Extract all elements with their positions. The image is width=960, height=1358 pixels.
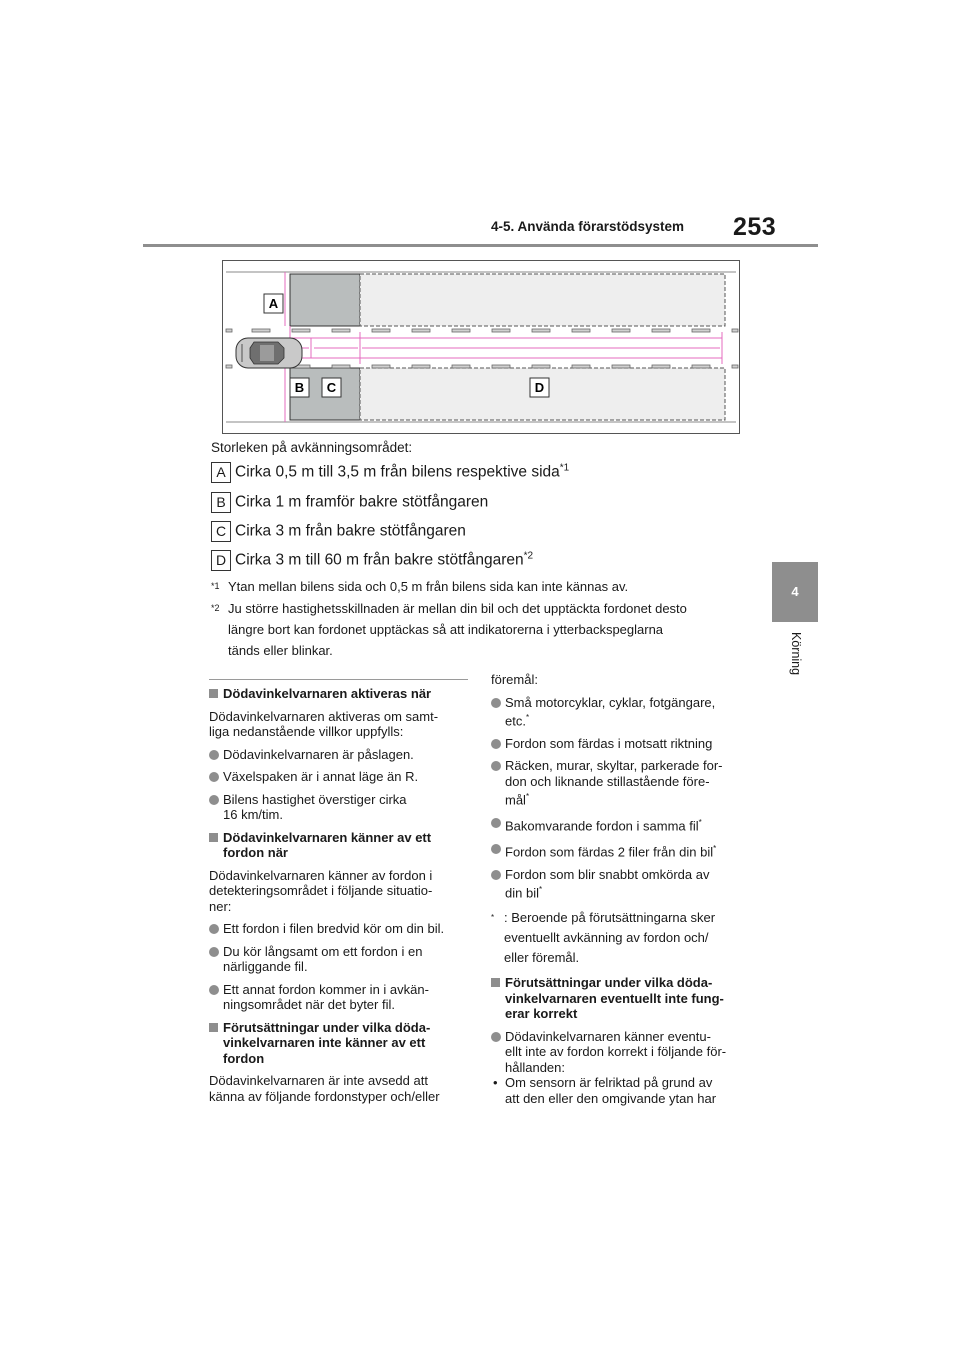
list-item: Fordon som blir snabbt omkörda av din bil* [491, 867, 753, 901]
list-item: Växelspaken är i annat läge än R. [209, 769, 471, 785]
section-title: 4-5. Använda förarstödsystem [491, 219, 685, 234]
legend-note: *2 [523, 550, 534, 562]
diagram-label-a: A [268, 296, 279, 311]
list-item: Räcken, murar, skyltar, parkerade for- don och liknande stillastående före- mål* [491, 758, 753, 808]
legend-text: Cirka 0,5 m till 3,5 m från bilens respektive sida [235, 463, 560, 481]
diagram-label-d: D [534, 380, 545, 395]
list-item: Fordon som färdas i motsatt riktning [491, 736, 753, 752]
legend-item-a [211, 462, 569, 486]
zone-upper-near [290, 274, 360, 326]
legend-item-c [211, 521, 466, 545]
section-heading: Förutsättningar under vilka döda- vinkelvarnaren inte känner av ett fordon [209, 1020, 471, 1067]
legend-text: Cirka 3 m till 60 m från bakre stötfångaren [235, 551, 524, 569]
chapter-tab: 4 [772, 562, 818, 622]
page-number: 253 [733, 213, 777, 241]
paragraph: Dödavinkelvarnaren känner av fordon i detekteringsområdet i följande situatio- ner: [209, 867, 433, 914]
chapter-label: Körning [789, 632, 803, 676]
footnote-2 [211, 598, 751, 661]
list-item: Bakomvarande fordon i samma fil* [491, 815, 753, 834]
diagram-label-b: B [294, 380, 305, 395]
list-item: • Om sensorn är felriktad på grund av att den eller den omgivande ytan har [491, 1075, 753, 1106]
diagram-label-c: C [326, 380, 337, 395]
diagram-caption: Storleken på avkänningsområdet: [211, 440, 413, 455]
footnote-mark: *1 [211, 581, 220, 591]
paragraph: Dödavinkelvarnaren är inte avsedd att känna av följande fordonstyper och/eller [209, 1073, 440, 1104]
legend-key: B [211, 492, 231, 513]
legend-text: Cirka 3 m från bakre stötfångaren [235, 522, 466, 540]
detection-area-diagram [222, 260, 740, 434]
footnote-text: längre bort kan fordonet upptäckas så att indikatorerna i ytterbackspeglarna [228, 622, 664, 637]
legend-key: D [211, 550, 231, 571]
zone-upper-far [360, 274, 725, 326]
paragraph: föremål: [491, 672, 538, 687]
column-rule [209, 679, 468, 680]
legend-note: *1 [559, 462, 570, 474]
left-column [209, 686, 471, 1111]
section-heading: Förutsättningar under vilka döda- vinkelvarnaren eventuellt inte fung- erar korrekt [491, 975, 753, 1022]
legend-text: Cirka 1 m framför bakre stötfångaren [235, 493, 489, 511]
car-icon [236, 338, 302, 368]
right-column [491, 672, 753, 1113]
list-item: Dödavinkelvarnaren är påslagen. [209, 747, 471, 763]
list-item: Fordon som färdas 2 filer från din bil* [491, 841, 753, 860]
list-item: Du kör långsamt om ett fordon i en närliggande fil. [209, 944, 471, 975]
footnote-1 [211, 576, 751, 597]
list-item: Bilens hastighet överstiger cirka 16 km/tim. [209, 792, 471, 823]
list-item: Dödavinkelvarnaren känner eventu- ellt inte av fordon korrekt i följande för- hållanden: [491, 1029, 753, 1076]
legend-key: A [211, 462, 231, 483]
section-heading: Dödavinkelvarnaren känner av ett fordon när [209, 830, 471, 861]
list-item: Små motorcyklar, cyklar, fotgängare, etc.* [491, 695, 753, 729]
legend-key: C [211, 521, 231, 542]
footnote-text: Ju större hastighetsskillnaden är mellan din bil och det upptäckta fordonet desto [228, 601, 687, 616]
legend-item-d [211, 550, 533, 574]
list-item: Ett fordon i filen bredvid kör om din bil. [209, 921, 471, 937]
legend-item-b [211, 492, 488, 516]
footnote-text: tänds eller blinkar. [228, 643, 333, 658]
footnote-mark: *2 [211, 603, 220, 613]
section-heading: Dödavinkelvarnaren aktiveras när [209, 686, 471, 702]
footnote: * : Beroende på förutsättningarna sker eventuellt avkänning av fordon och/ eller föremål. [491, 910, 716, 966]
footnote-text: Ytan mellan bilens sida och 0,5 m från bilens sida kan inte kännas av. [228, 579, 629, 594]
list-item: Ett annat fordon kommer in i avkän- ningsområdet när det byter fil. [209, 982, 471, 1013]
header-rule [143, 244, 818, 247]
paragraph: Dödavinkelvarnaren aktiveras om samt- liga nedanstående villkor uppfylls: [209, 708, 439, 739]
